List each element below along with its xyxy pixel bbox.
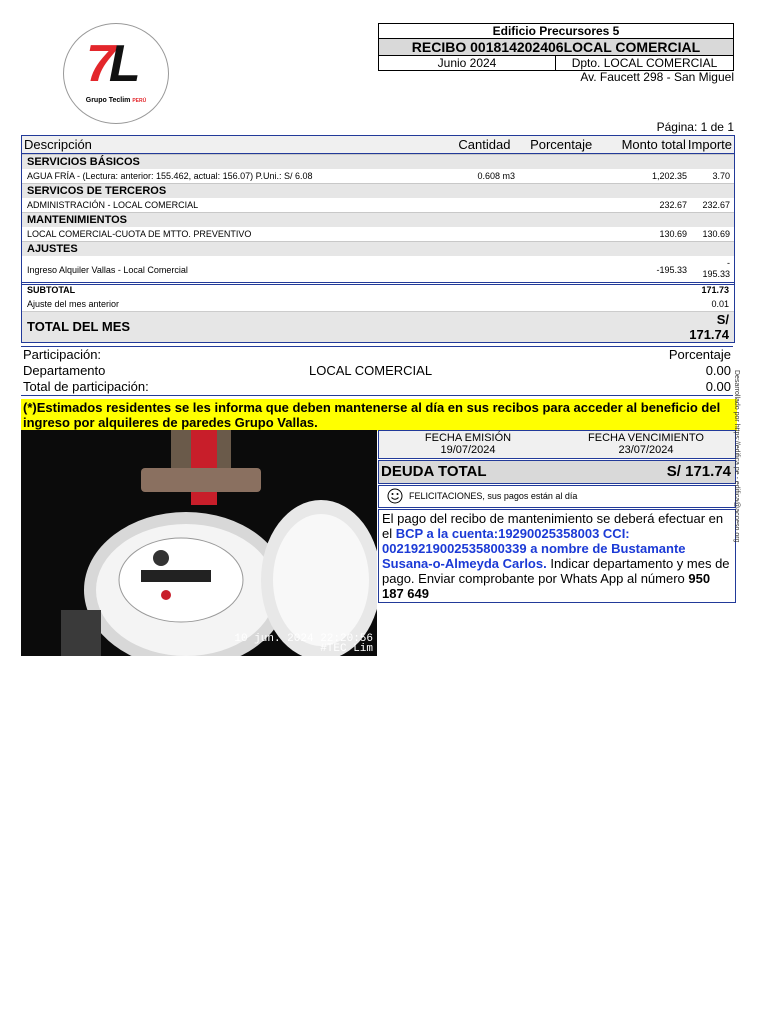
- col-percentage: Porcentaje: [530, 137, 593, 152]
- logo-caption: Grupo Teclim PERÚ: [85, 97, 147, 104]
- table-row: ADMINISTRACIÓN - LOCAL COMERCIAL 232.67 232.67: [27, 200, 730, 210]
- category-maintenance: MANTENIMIENTOS: [22, 212, 734, 227]
- highlight-notice: (*)Estimados residentes se les informa que deben mantenerse al día en sus recibos para acceder al beneficio del ingreso por alquileres de paredes Grupo Vallas.: [21, 399, 737, 431]
- receipt-number: RECIBO 001814202406LOCAL COMERCIAL: [379, 38, 733, 55]
- logo-mark: 7L: [86, 35, 135, 93]
- summary-block: [21, 282, 735, 343]
- participation-block: [21, 346, 733, 396]
- table-row: Ingreso Alquiler Vallas - Local Comercial -195.33 - 195.33: [27, 258, 730, 279]
- total-debt: [378, 460, 736, 484]
- charges-table: [21, 135, 735, 285]
- total-participation-pct: 0.00: [705, 379, 731, 394]
- table-header: [22, 136, 734, 154]
- issue-date-label: FECHA EMISIÓN: [424, 432, 512, 444]
- adjust-label: Ajuste del mes anterior: [27, 299, 120, 309]
- subtotal-label: SUBTOTAL: [27, 285, 76, 295]
- col-total-amount: Monto total: [621, 137, 686, 152]
- table-row: LOCAL COMERCIAL-CUOTA DE MTTO. PREVENTIVO 130.69 130.69: [27, 229, 730, 239]
- category-basic-services: SERVICIOS BÁSICOS: [22, 154, 734, 169]
- side-credit: Desarrollado por https://edifica.pe - edifica@acceso.org: [733, 370, 740, 543]
- receipt-header: [378, 23, 734, 71]
- percentage-label: Porcentaje: [668, 347, 731, 362]
- bank-account: BCP a la cuenta:19290025358003 CCI: 00219219002535800339 a nombre de Bustamante Susana-o-Almeyda Carlos.: [382, 526, 686, 571]
- building-address: Av. Faucett 298 - San Miguel: [580, 70, 734, 84]
- photo-timestamp: 10 jun. 2024 22:20:56 #TEC Lim: [234, 633, 373, 655]
- department-value: LOCAL COMERCIAL: [309, 363, 433, 378]
- issue-date-value: 19/07/2024: [440, 444, 496, 456]
- due-date-label: FECHA VENCIMIENTO: [588, 432, 704, 444]
- smiley-icon: [387, 488, 403, 504]
- congrats-text: FELICITACIONES, sus pagos están al día: [409, 491, 578, 501]
- total-debt-label: DEUDA TOTAL: [381, 463, 487, 480]
- unit-label: Dpto. LOCAL COMERCIAL: [571, 56, 718, 70]
- payment-status: [378, 485, 736, 508]
- meter-illustration: [21, 430, 377, 656]
- payment-instructions: El pago del recibo de mantenimiento se deberá efectuar en el BCP a la cuenta:19290025358003 CCI: 00219219002535800339 a nombre de Bustamante Susana-o-Almeyda Carlos. Indicar departamento y mes de pago. Enviar comprobante por Whats App al número 950 187 649: [378, 509, 736, 603]
- total-debt-value: S/ 171.74: [666, 463, 731, 480]
- col-amount: Importe: [687, 137, 732, 152]
- company-logo: [63, 23, 169, 124]
- col-description: Descripción: [24, 137, 92, 152]
- department-label: Departamento: [23, 363, 106, 378]
- page-number: Página: 1 de 1: [656, 120, 734, 134]
- billing-period: Junio 2024: [379, 56, 556, 70]
- table-row: AGUA FRÍA - (Lectura: anterior: 155.462, actual: 156.07) P.Uni.: S/ 6.08 0.608 m3 1,202.35 3.70: [27, 171, 730, 181]
- due-date-value: 23/07/2024: [618, 444, 674, 456]
- adjust-value: 0.01: [711, 299, 729, 309]
- category-adjustments: AJUSTES: [22, 241, 734, 256]
- meter-photo: [21, 430, 377, 656]
- col-quantity: Cantidad: [458, 137, 511, 152]
- category-third-party: SERVICOS DE TERCEROS: [22, 183, 734, 198]
- total-participation-label: Total de participación:: [23, 379, 149, 394]
- building-name: Edificio Precursores 5: [492, 24, 620, 38]
- whatsapp-number: 950 187 649: [382, 571, 711, 601]
- month-total: TOTAL DEL MES S/ 171.74: [22, 311, 734, 342]
- subtotal-value: 171.73: [701, 285, 729, 295]
- participation-label: Participación:: [23, 347, 102, 362]
- dates-box: [378, 430, 736, 459]
- department-pct: 0.00: [705, 363, 731, 378]
